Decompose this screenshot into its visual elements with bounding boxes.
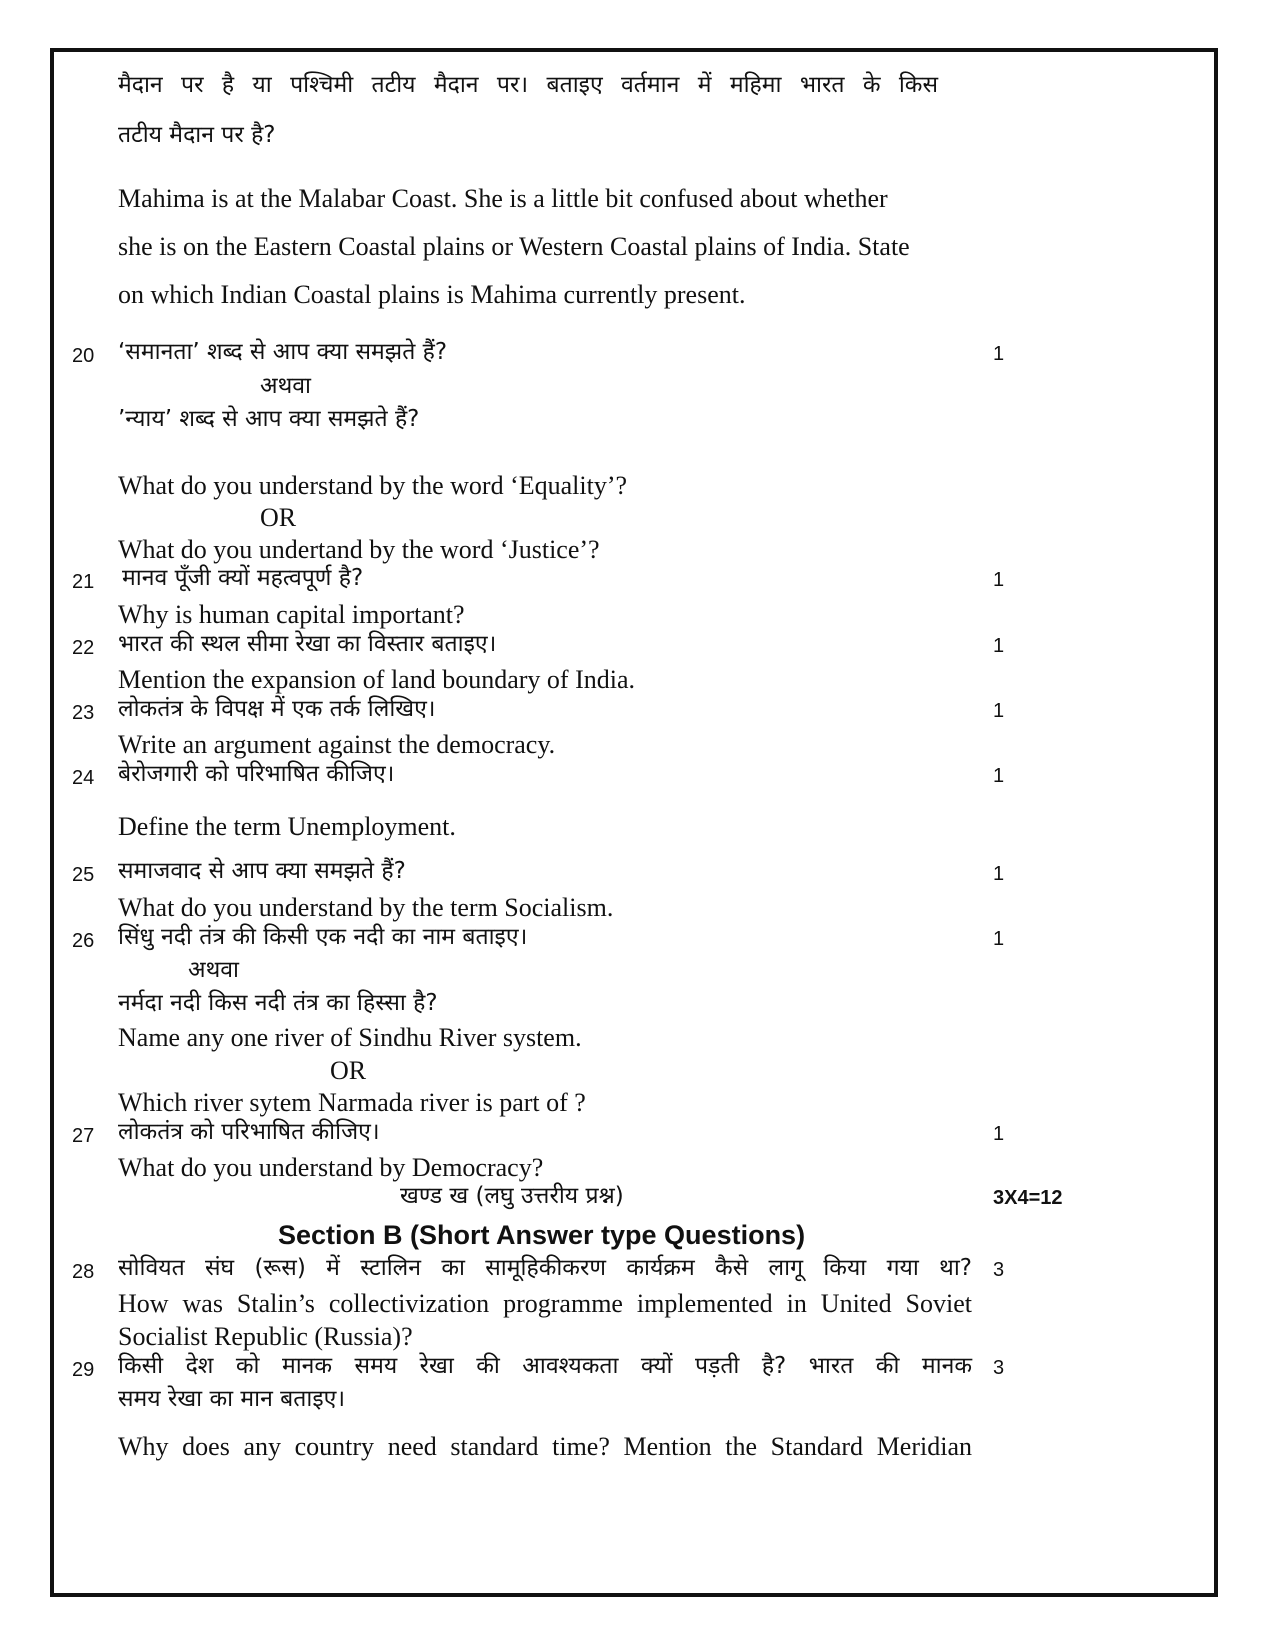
question-21-hindi: मानव पूँजी क्यों महत्वपूर्ण है? [122,565,364,591]
question-number: 28 [72,1261,95,1283]
question-marks: 1 [993,863,1005,885]
intro-english-line-3: on which Indian Coastal plains is Mahima currently present. [118,280,746,309]
question-26-hindi-a: सिंधु नदी तंत्र की किसी एक नदी का नाम बताइए। [118,924,528,950]
question-28-english-1: How was Stalin’s collectivization programme implemented in United Soviet [118,1289,972,1318]
question-marks: 1 [993,343,1005,365]
question-marks: 1 [993,635,1005,657]
question-23-hindi: लोकतंत्र के विपक्ष में एक तर्क लिखिए। [118,696,436,722]
question-20-english-b: What do you undertand by the word ‘Justice’? [118,535,600,564]
question-26-english-b: Which river sytem Narmada river is part of ? [118,1088,586,1117]
question-26-hindi-b: नर्मदा नदी किस नदी तंत्र का हिस्सा है? [118,990,438,1016]
question-number: 21 [72,571,95,593]
question-28-hindi: सोवियत संघ (रूस) में स्टालिन का सामूहिकीकरण कार्यक्रम कैसे लागू किया गया था? [118,1255,972,1281]
question-23-english: Write an argument against the democracy. [118,730,556,759]
question-marks: 3 [993,1259,1005,1281]
question-24-hindi: बेरोजगारी को परिभाषित कीजिए। [118,761,395,787]
section-b-marks: 3X4=12 [993,1187,1063,1209]
question-29-english-1: Why does any country need standard time? Mention the Standard Meridian [118,1432,972,1461]
question-24-english: Define the term Unemployment. [118,812,456,841]
question-25-english: What do you understand by the term Socialism. [118,893,614,922]
question-number: 23 [72,702,95,724]
question-25-hindi: समाजवाद से आप क्या समझते हैं? [118,858,406,884]
question-marks: 1 [993,700,1005,722]
question-20-english-a: What do you understand by the word ‘Equality’? [118,471,628,500]
question-26-english-or: OR [330,1056,367,1085]
question-21-english: Why is human capital important? [118,600,465,629]
question-22-hindi: भारत की स्थल सीमा रेखा का विस्तार बताइए। [118,631,497,657]
question-number: 24 [72,767,95,789]
question-marks: 1 [993,765,1005,787]
question-number: 20 [72,345,95,367]
question-number: 29 [72,1359,95,1381]
question-22-english: Mention the expansion of land boundary of India. [118,665,635,694]
question-29-hindi-2: समय रेखा का मान बताइए। [118,1386,346,1412]
question-marks: 1 [993,1123,1005,1145]
question-number: 25 [72,864,95,886]
question-20-english-or: OR [260,503,297,532]
question-number: 22 [72,637,95,659]
question-26-hindi-or: अथवा [188,957,240,983]
question-28-english-2: Socialist Republic (Russia)? [118,1322,413,1351]
intro-hindi-line-1: मैदान पर है या पश्चिमी तटीय मैदान पर। बताइए वर्तमान में महिमा भारत के किस [118,72,938,98]
question-marks: 1 [993,928,1005,950]
intro-english-line-2: she is on the Eastern Coastal plains or Western Coastal plains of India. State [118,232,910,261]
intro-hindi-line-2: तटीय मैदान पर है? [118,122,276,148]
question-27-hindi: लोकतंत्र को परिभाषित कीजिए। [118,1119,380,1145]
question-marks: 3 [993,1357,1005,1379]
question-20-hindi-a: ‘समानता’ शब्द से आप क्या समझते हैं? [118,339,448,365]
question-27-english: What do you understand by Democracy? [118,1153,544,1182]
section-b-hindi-title: खण्ड ख (लघु उत्तरीय प्रश्न) [400,1183,624,1209]
question-number: 27 [72,1125,95,1147]
section-b-english-title: Section B (Short Answer type Questions) [278,1220,806,1250]
intro-english-line-1: Mahima is at the Malabar Coast. She is a little bit confused about whether [118,184,888,213]
question-20-hindi-or: अथवा [260,373,312,399]
question-26-english-a: Name any one river of Sindhu River system. [118,1023,582,1052]
question-marks: 1 [993,569,1005,591]
question-20-hindi-b: ’न्याय’ शब्द से आप क्या समझते हैं? [118,406,420,432]
question-number: 26 [72,930,95,952]
question-29-hindi-1: किसी देश को मानक समय रेखा की आवश्यकता क्यों पड़ती है? भारत की मानक [118,1353,972,1379]
